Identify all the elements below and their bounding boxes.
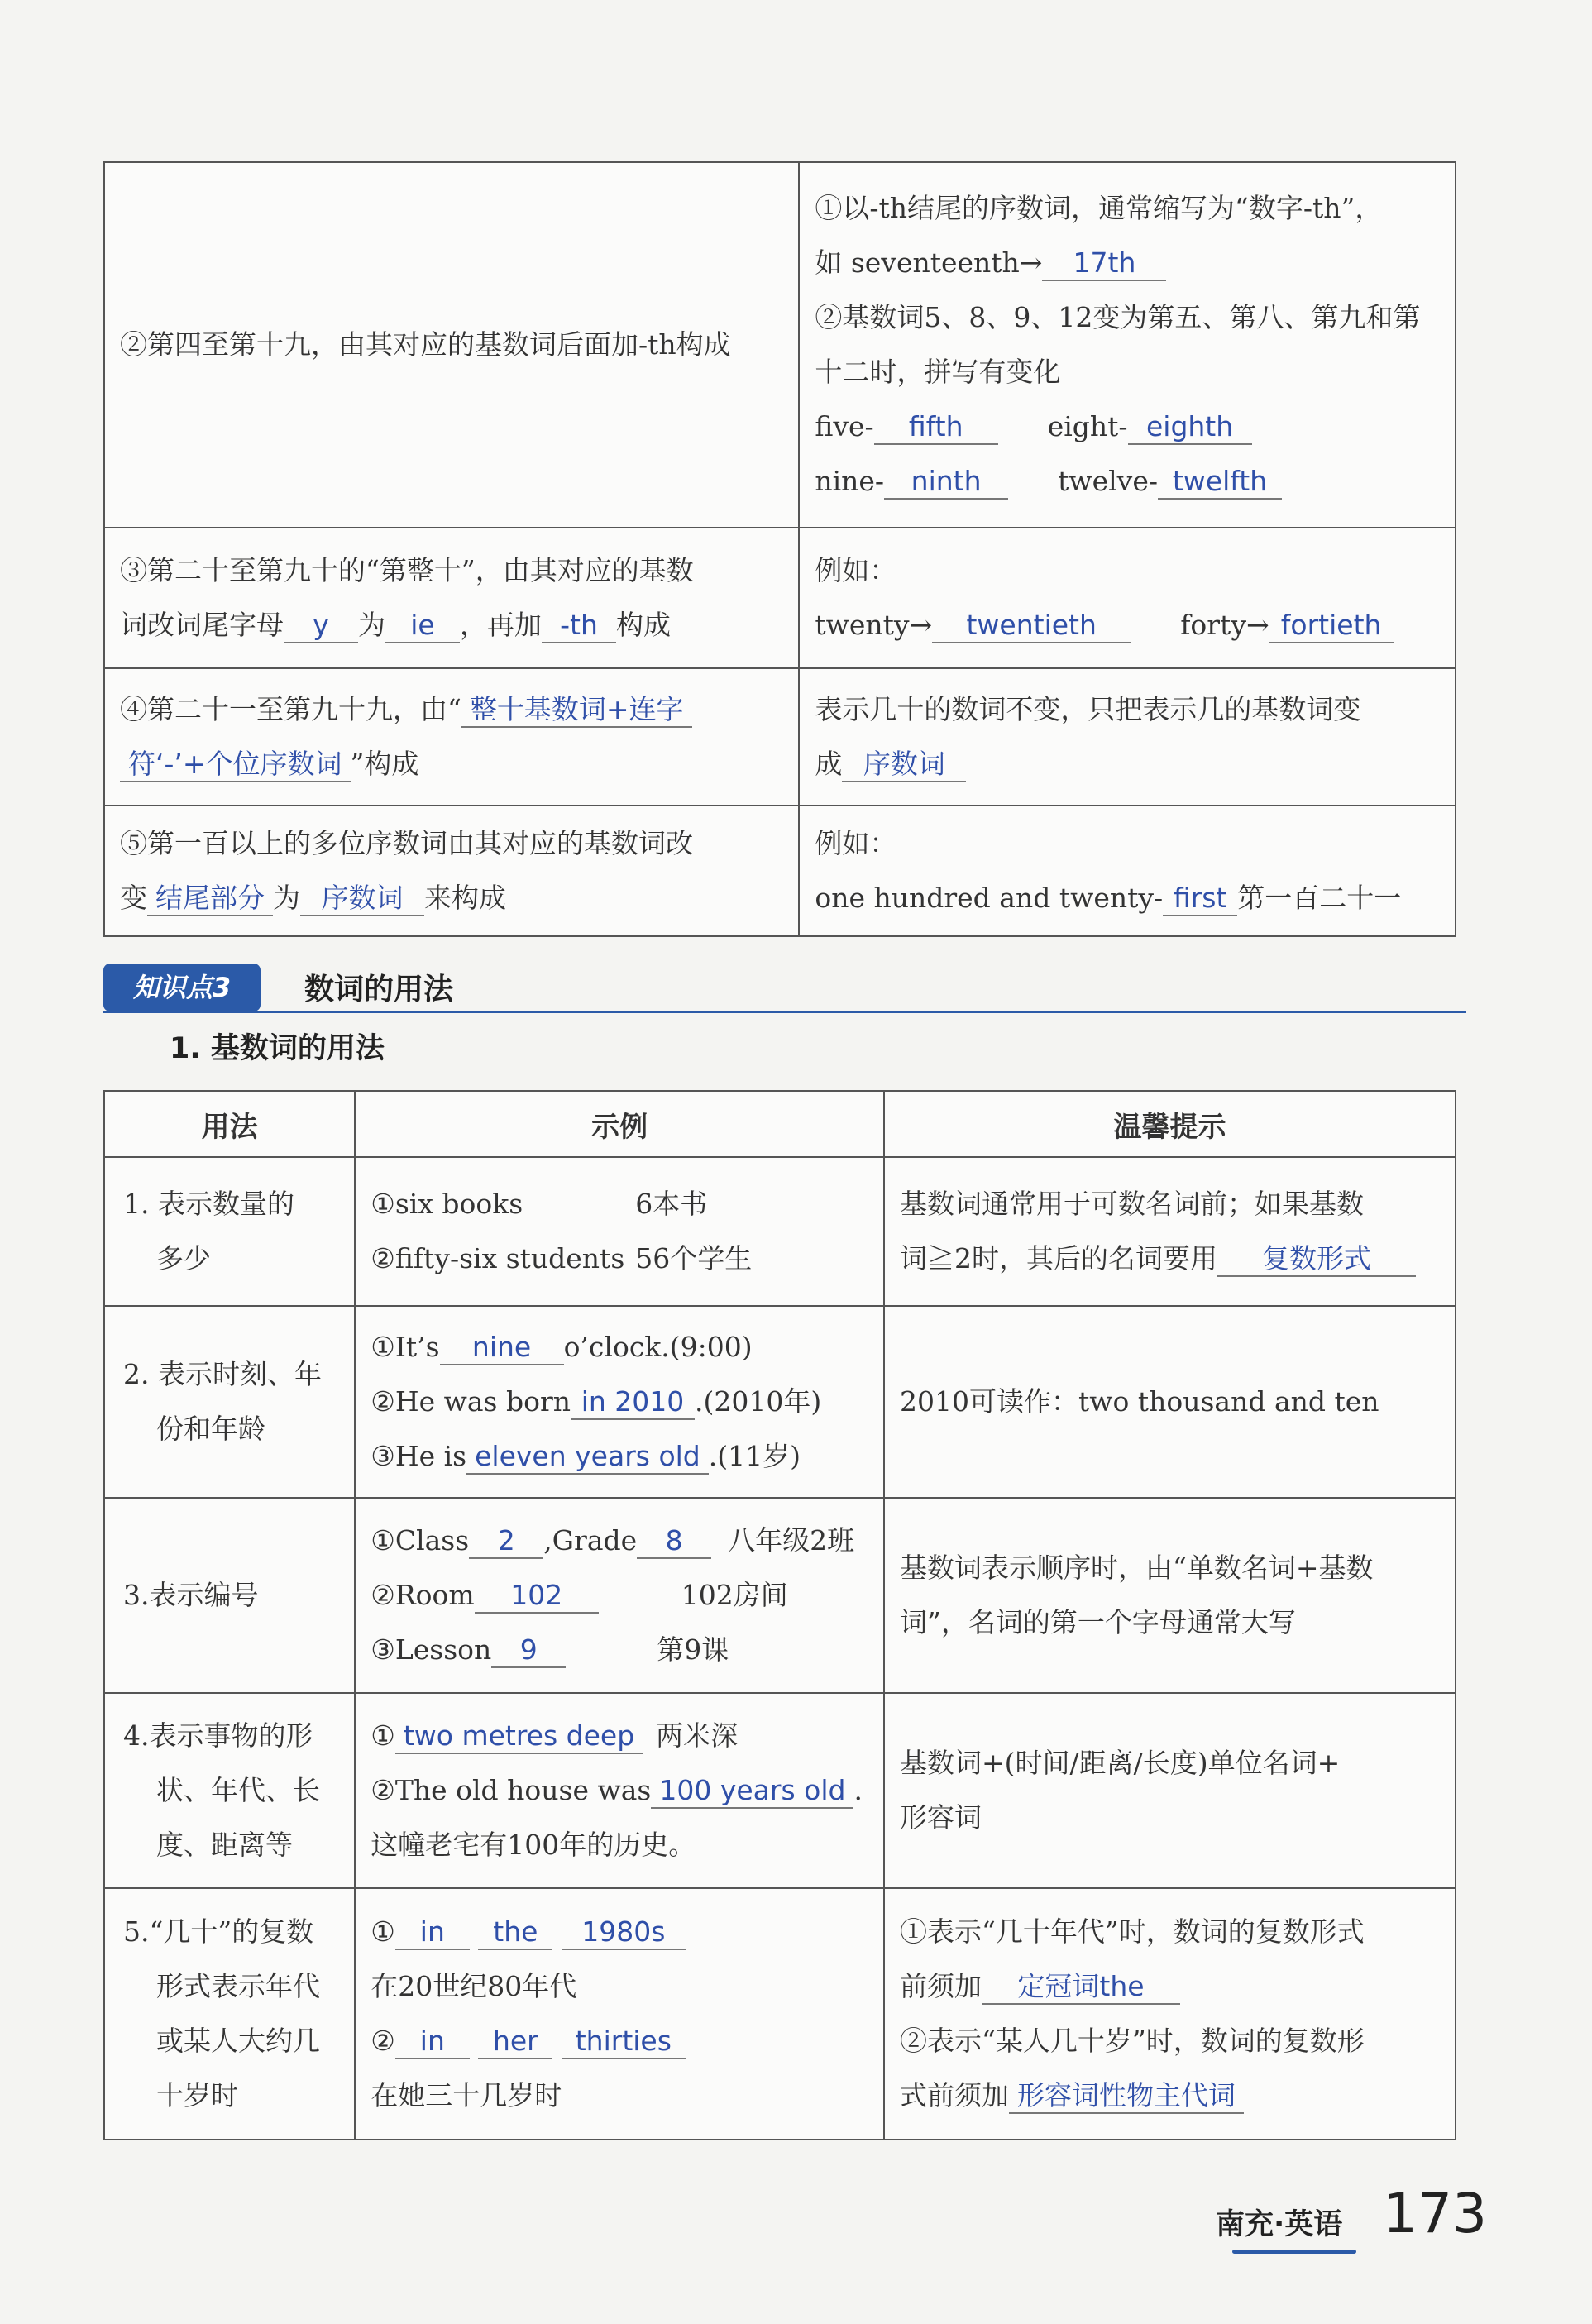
text-line: 基数词表示顺序时，由“单数名词+基数	[900, 1552, 1374, 1584]
table-cell	[104, 668, 799, 806]
answer-blank: 8	[637, 1524, 711, 1559]
prompt-text: 词改词尾字母	[120, 609, 284, 641]
answer-blank: 2	[469, 1524, 543, 1559]
answer-blank: first	[1163, 882, 1237, 916]
text-line	[815, 236, 1440, 290]
text-line: 5.“几十”的复数	[123, 1915, 314, 1948]
text-line	[371, 1513, 868, 1568]
table-cell: ②第四至第十九，由其对应的基数词后面加-th构成	[104, 162, 799, 528]
answer-blank: 结尾部分	[147, 882, 273, 916]
table-row	[104, 162, 1456, 528]
example-translation: 八年级2班	[728, 1524, 855, 1557]
prompt-text: ②The old house was	[371, 1774, 652, 1806]
answer-blank: 9	[491, 1633, 566, 1668]
prompt-text: eight-	[1047, 410, 1128, 442]
text-line: 例如：	[815, 554, 897, 586]
prompt-text: ②Room	[371, 1579, 475, 1611]
text-line: 基数词+(时间/距离/长度)单位名词+	[900, 1747, 1341, 1779]
text-line: 状、年代、长	[156, 1774, 320, 1806]
text-line	[120, 598, 783, 653]
text-line	[371, 1709, 868, 1763]
prompt-text: 成	[815, 748, 843, 780]
text-line	[371, 1905, 868, 1959]
usage-table	[103, 1090, 1456, 2140]
text-line: 或某人大约几	[156, 2025, 320, 2057]
text-line	[371, 1763, 868, 1818]
prompt-text: ②	[371, 2025, 395, 2057]
answer-blank: 序数词	[300, 882, 424, 916]
table-header-row	[104, 1091, 1456, 1157]
text-line	[900, 2068, 1440, 2123]
answer-blank: 符‘-’+个位序数词	[120, 748, 351, 782]
answer-blank: thirties	[562, 2025, 686, 2059]
text-line: 十二时，拼写有变化	[815, 356, 1061, 388]
tip-cell	[884, 1693, 1456, 1888]
example-translation: 两米深	[656, 1719, 739, 1752]
prompt-text: ①	[371, 1719, 395, 1752]
text-line	[815, 737, 1440, 791]
footer-label: 南充·英语	[1216, 2208, 1343, 2241]
prompt-text: nine-	[815, 465, 885, 497]
text-line	[120, 871, 783, 925]
table-cell	[799, 162, 1456, 528]
answer-blank: nine	[440, 1331, 564, 1365]
prompt-text: ①Class	[371, 1524, 470, 1557]
section-divider	[103, 1011, 1466, 1013]
section-badge: 知识点3	[103, 964, 261, 1011]
example-translation: 第9课	[657, 1633, 729, 1666]
prompt-text: 如 seventeenth→	[815, 246, 1043, 279]
footer-decoration	[1232, 2250, 1356, 2254]
prompt-text: 前须加	[900, 1970, 982, 2002]
column-header: 示例	[355, 1091, 884, 1157]
text-line	[371, 1429, 868, 1484]
table-cell	[799, 668, 1456, 806]
text-line	[371, 1320, 868, 1375]
example-cell	[355, 1888, 884, 2140]
table-cell	[799, 806, 1456, 936]
answer-blank: in 2010	[571, 1385, 695, 1420]
tip-cell: 2010可读作：two thousand and ten	[884, 1306, 1456, 1498]
prompt-text: ①It’s	[371, 1331, 440, 1363]
usage-cell	[104, 1157, 355, 1306]
text-line: 表示几十的数词不变，只把表示几的基数词变	[815, 693, 1361, 725]
text-line: 1. 表示数量的	[123, 1188, 294, 1220]
prompt-text: 变	[120, 882, 147, 914]
table-cell	[799, 528, 1456, 668]
table-row	[104, 528, 1456, 668]
section-title: 数词的用法	[304, 973, 454, 1007]
column-header: 用法	[104, 1091, 355, 1157]
tip-cell	[884, 1498, 1456, 1693]
table-row	[104, 1693, 1456, 1888]
text-line	[371, 1568, 868, 1623]
tip-cell	[884, 1157, 1456, 1306]
table-row	[104, 1498, 1456, 1693]
text-line: 2. 表示时刻、年	[123, 1358, 322, 1390]
prompt-text: 来构成	[424, 882, 506, 914]
example-cell	[355, 1157, 884, 1306]
prompt-text: ③He is	[371, 1440, 467, 1472]
prompt-text: o’clock.(9:00)	[563, 1331, 753, 1363]
prompt-text: ,Grade	[543, 1524, 638, 1557]
table-cell	[104, 806, 799, 936]
table-cell	[104, 528, 799, 668]
text-line	[900, 1231, 1440, 1286]
prompt-text: twelve-	[1058, 465, 1159, 497]
text-line: 度、距离等	[156, 1829, 293, 1861]
answer-blank: y	[284, 609, 358, 643]
answer-blank: her	[478, 2025, 552, 2059]
answer-blank: two metres deep	[395, 1719, 643, 1754]
answer-blank: in	[395, 2025, 470, 2059]
text-line: 词”，名词的第一个字母通常大写	[900, 1606, 1296, 1638]
text-line	[120, 682, 783, 737]
answer-blank: ie	[385, 609, 460, 643]
text-line	[815, 454, 1440, 509]
answer-blank: 定冠词the	[982, 1970, 1180, 2005]
text-line	[371, 1231, 868, 1286]
prompt-text: one hundred and twenty-	[815, 882, 1164, 914]
example-text: ②fifty-six students	[371, 1242, 625, 1274]
text-line: 多少	[156, 1242, 211, 1274]
example-translation: 56个学生	[635, 1242, 753, 1274]
table-row	[104, 806, 1456, 936]
example-cell	[355, 1498, 884, 1693]
text-line	[371, 1375, 868, 1429]
prompt-text: ①	[371, 1915, 395, 1948]
table-row	[104, 668, 1456, 806]
answer-blank: ninth	[884, 465, 1008, 500]
table-row	[104, 1306, 1456, 1498]
example-text: ①six books	[371, 1188, 523, 1220]
prompt-text: 为	[273, 882, 300, 914]
usage-cell	[104, 1306, 355, 1498]
answer-blank: fortieth	[1269, 609, 1394, 643]
subsection-title: 1. 基数词的用法	[170, 1032, 385, 1065]
usage-cell: 3.表示编号	[104, 1498, 355, 1693]
example-cell	[355, 1693, 884, 1888]
text-line: 份和年龄	[156, 1413, 265, 1445]
table-row	[104, 1157, 1456, 1306]
answer-blank: in	[395, 1915, 470, 1950]
answer-blank: 102	[475, 1579, 599, 1614]
prompt-text: .	[853, 1774, 863, 1806]
text-line: ⑤第一百以上的多位序数词由其对应的基数词改	[120, 827, 693, 859]
answer-blank: eighth	[1128, 410, 1252, 445]
example-translation: 6本书	[635, 1188, 708, 1220]
tip-cell	[884, 1888, 1456, 2140]
answer-blank: twelfth	[1158, 465, 1282, 500]
answer-blank: twentieth	[932, 609, 1131, 643]
text-line: 基数词通常用于可数名词前；如果基数	[900, 1188, 1364, 1220]
text-line	[815, 399, 1440, 454]
text-line: 在20世纪80年代	[371, 1970, 577, 2002]
text-line: 在她三十几岁时	[371, 2079, 562, 2111]
prompt-text: twenty→	[815, 609, 933, 641]
text-line	[120, 737, 783, 791]
example-translation: 102房间	[681, 1579, 788, 1611]
prompt-text: ③Lesson	[371, 1633, 492, 1666]
text-line	[371, 2014, 868, 2068]
prompt-text: 为	[358, 609, 385, 641]
text-line: ③第二十至第九十的“第整十”，由其对应的基数	[120, 554, 694, 586]
prompt-text: 构成	[616, 609, 671, 641]
prompt-text: forty→	[1180, 609, 1269, 641]
answer-blank: 1980s	[562, 1915, 686, 1950]
text-line: 4.表示事物的形	[123, 1719, 313, 1752]
text-line: 形容词	[900, 1801, 982, 1834]
column-header: 温馨提示	[884, 1091, 1456, 1157]
prompt-text: 第一百二十一	[1237, 882, 1402, 914]
text-line: 这幢老宅有100年的历史。	[371, 1829, 696, 1861]
prompt-text: .(11岁)	[708, 1440, 801, 1472]
text-line: ②表示“某人几十岁”时，数词的复数形	[900, 2025, 1365, 2057]
answer-blank: 17th	[1042, 246, 1166, 281]
text-line	[815, 598, 1440, 653]
text-line: 例如：	[815, 827, 897, 859]
text-line	[815, 871, 1440, 925]
usage-cell	[104, 1888, 355, 2140]
text-line: 形式表示年代	[156, 1970, 320, 2002]
text-line: 十岁时	[156, 2079, 238, 2111]
answer-blank: 复数形式	[1217, 1242, 1416, 1277]
text-line: ①表示“几十年代”时，数词的复数形式	[900, 1915, 1365, 1948]
page-number: 173	[1383, 2182, 1487, 2245]
answer-blank: 100 years old	[651, 1774, 853, 1809]
prompt-text: .(2010年)	[695, 1385, 822, 1418]
answer-blank: 形容词性物主代词	[1009, 2079, 1244, 2114]
prompt-text: 式前须加	[900, 2079, 1009, 2111]
answer-blank: 整十基数词+连字	[461, 693, 692, 728]
answer-blank: eleven years old	[466, 1440, 709, 1475]
example-cell	[355, 1306, 884, 1498]
text-line	[371, 1623, 868, 1677]
answer-blank: the	[478, 1915, 552, 1950]
prompt-text: five-	[815, 410, 874, 442]
usage-cell	[104, 1693, 355, 1888]
prompt-text: ，再加	[460, 609, 542, 641]
prompt-text: ④第二十一至第九十九，由“	[120, 693, 461, 725]
text-line: ①以-th结尾的序数词，通常缩写为“数字-th”，	[815, 192, 1383, 224]
text-line	[371, 1177, 868, 1231]
prompt-text: 词≧2时，其后的名词要用	[900, 1242, 1217, 1274]
table-row	[104, 1888, 1456, 2140]
answer-blank: -th	[542, 609, 616, 643]
prompt-text: ②He was born	[371, 1385, 571, 1418]
answer-blank: fifth	[874, 410, 998, 445]
answer-blank: 序数词	[842, 748, 966, 782]
text-line: ②基数词5、8、9、12变为第五、第八、第九和第	[815, 301, 1421, 333]
ordinal-table	[103, 161, 1456, 937]
text-line	[900, 1959, 1440, 2014]
prompt-text: ”构成	[350, 748, 419, 780]
